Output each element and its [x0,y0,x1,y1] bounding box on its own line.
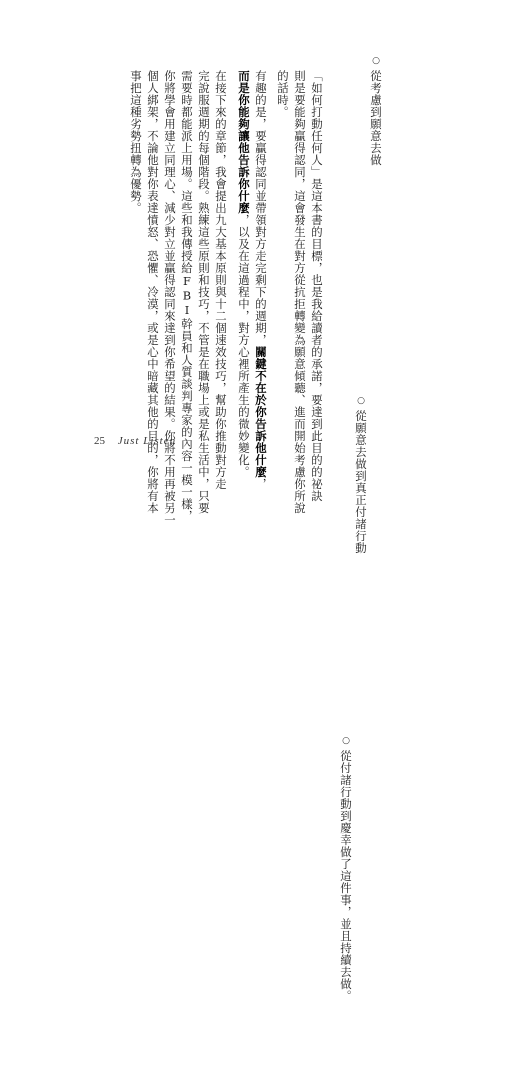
paragraph-line: 有趣的是，要贏得認同並帶領對方走完剩下的週期，關鍵不在於你告訴他什麼， [254,70,268,490]
page-number: 25 [94,435,105,447]
paragraph-line: 個人綁架，不論他對你表達憤怒、恐懼、冷漠，或是心中暗藏其他的目的，你將有本 [146,70,160,514]
paragraph-line: 的話時。 [276,70,290,118]
page-footer [94,435,176,447]
paragraph-line: 在接下來的章節，我會提出九大基本原則與十二個速效技巧，幫助你推動對方走 [214,70,228,490]
paragraph-line: 則是要能夠贏得認同，這會發生在對方從抗拒轉變為願意傾聽、進而開始考慮你所說 [293,70,307,514]
bullet-text: 從願意去做到真正付諸行動 [354,410,368,554]
emphasis-text: 關鍵不在於你告訴他什麼 [254,346,268,478]
bullet-text: 從付諸行動到慶幸做了這件事，並且持續去做。 [339,750,353,1002]
paragraph-line: 「如何打動任何人」是這本書的目標，也是我給讀者的承諾，要達到此目的的祕訣 [310,70,324,502]
bullet-text: 從考慮到願意去做 [369,70,383,166]
bullet-item [355,410,367,750]
paragraph-line: 事把這種劣勢扭轉為優勢。 [129,70,143,214]
paragraph-line: 你將學會用建立同理心、減少對立並贏得認同來達到你希望的結果。你將不用再被另一 [163,70,177,526]
paragraph-line: 而是你能夠讓他告訴你什麼，以及在這過程中，對方心裡所產生的微妙變化。 [237,70,251,478]
bullet-item [370,70,382,410]
paragraph-line: 需要時都能派上用場。這些和我傳授給FBI幹員和人質談判專家的內容一模一樣， [180,70,194,522]
bullet-item [340,750,352,1090]
paragraph-line: 完說服週期的每個階段。熟練這些原則和技巧，不管是在職場上或是私生活中，只要 [197,70,211,514]
emphasis-text: 而是你能夠讓他告訴你什麼 [237,70,251,214]
running-title: Just Listen [117,435,177,447]
